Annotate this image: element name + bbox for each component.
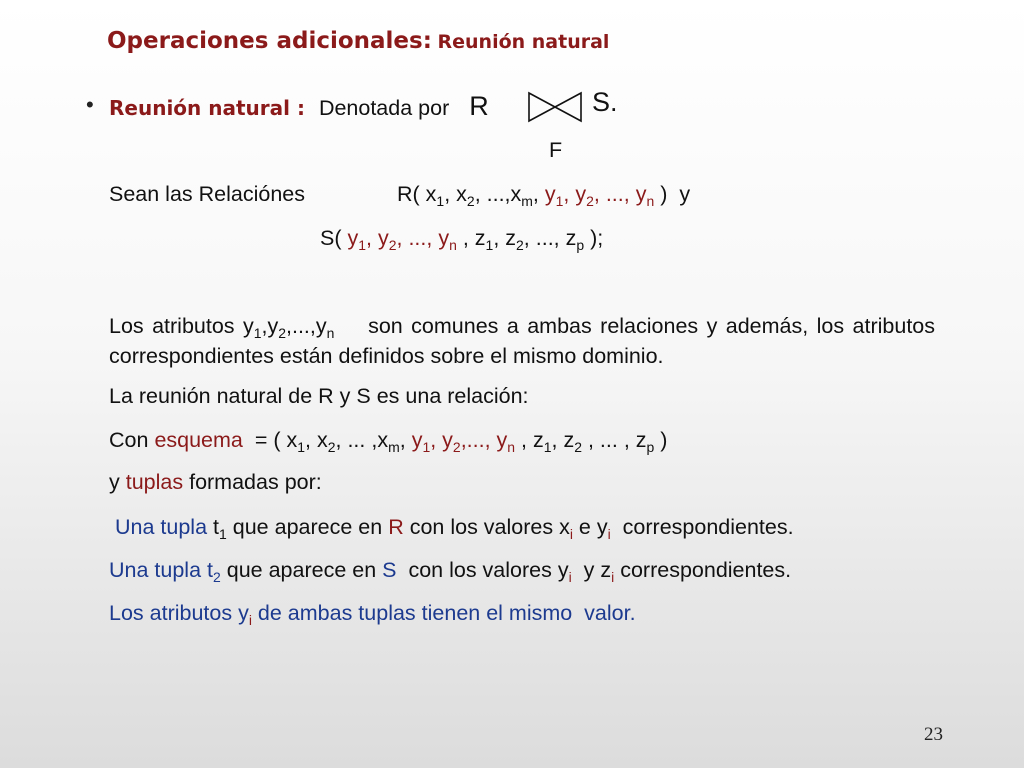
relations-intro: Sean las Relaciónes (109, 182, 306, 206)
schema-keyword: esquema (154, 428, 243, 452)
title-main: Operaciones adicionales: (107, 28, 432, 54)
bullet-line (109, 91, 489, 122)
tuplas-keyword: tuplas (125, 470, 184, 494)
relation-s: S. (592, 87, 618, 117)
relation-r-definition: R( $x_1$, $x_2$, $...,x_m$, $y_1$, $y_2$, ..., $y_n$ ) y (397, 182, 691, 209)
tuple-item-same-value: Los atributos $y_i$ de ambas tuplas tienen el mismo valor. (109, 601, 636, 628)
tuplas-line (109, 470, 322, 495)
bullet-text: Denotada por (318, 96, 450, 120)
common-attributes-paragraph: Los atributos $y_1,y_2,...,y_n$ son comunes a ambas relaciones y además, los atributos correspondientes están definidos sobre el mismo dominio. (109, 314, 935, 368)
relation-s-line (592, 87, 618, 118)
natural-join-statement: La reunión natural de R y S es una relación: (109, 384, 529, 408)
bullet-icon: • (86, 92, 94, 117)
tuplas-y: y (109, 470, 120, 494)
bullet-label: Reunión natural : (109, 96, 305, 120)
tuple-item-s: Una tupla $t_2$ que aparece en S con los valores $y_i$ y $z_i$ correspondientes. (109, 558, 792, 585)
schema-line: Con esquema = ( $x_1$, $x_2$, ... $,x_m$, $y_1$, $y_2$,..., $y_n$ , $z_1$, $z_2$ , ... , $z_p$ ) (109, 428, 668, 455)
tuple-item-r: Una tupla $t_1$ que aparece en R con los valores $x_i$ e $y_i$ correspondientes. (115, 515, 794, 542)
page-number: 23 (924, 724, 943, 745)
schema-con: Con (109, 428, 149, 452)
relation-s-definition: S( $y_1$, $y_2$, ..., $y_n$ , $z_1$, $z_2$, ..., $z_p$ ); (320, 226, 604, 253)
title-sub: Reunión natural (437, 31, 610, 53)
tuplas-rest: formadas por: (189, 470, 322, 494)
join-condition: F (549, 138, 563, 162)
relation-r: R (469, 91, 489, 121)
natural-join-icon (527, 89, 583, 125)
slide-title (107, 28, 609, 54)
